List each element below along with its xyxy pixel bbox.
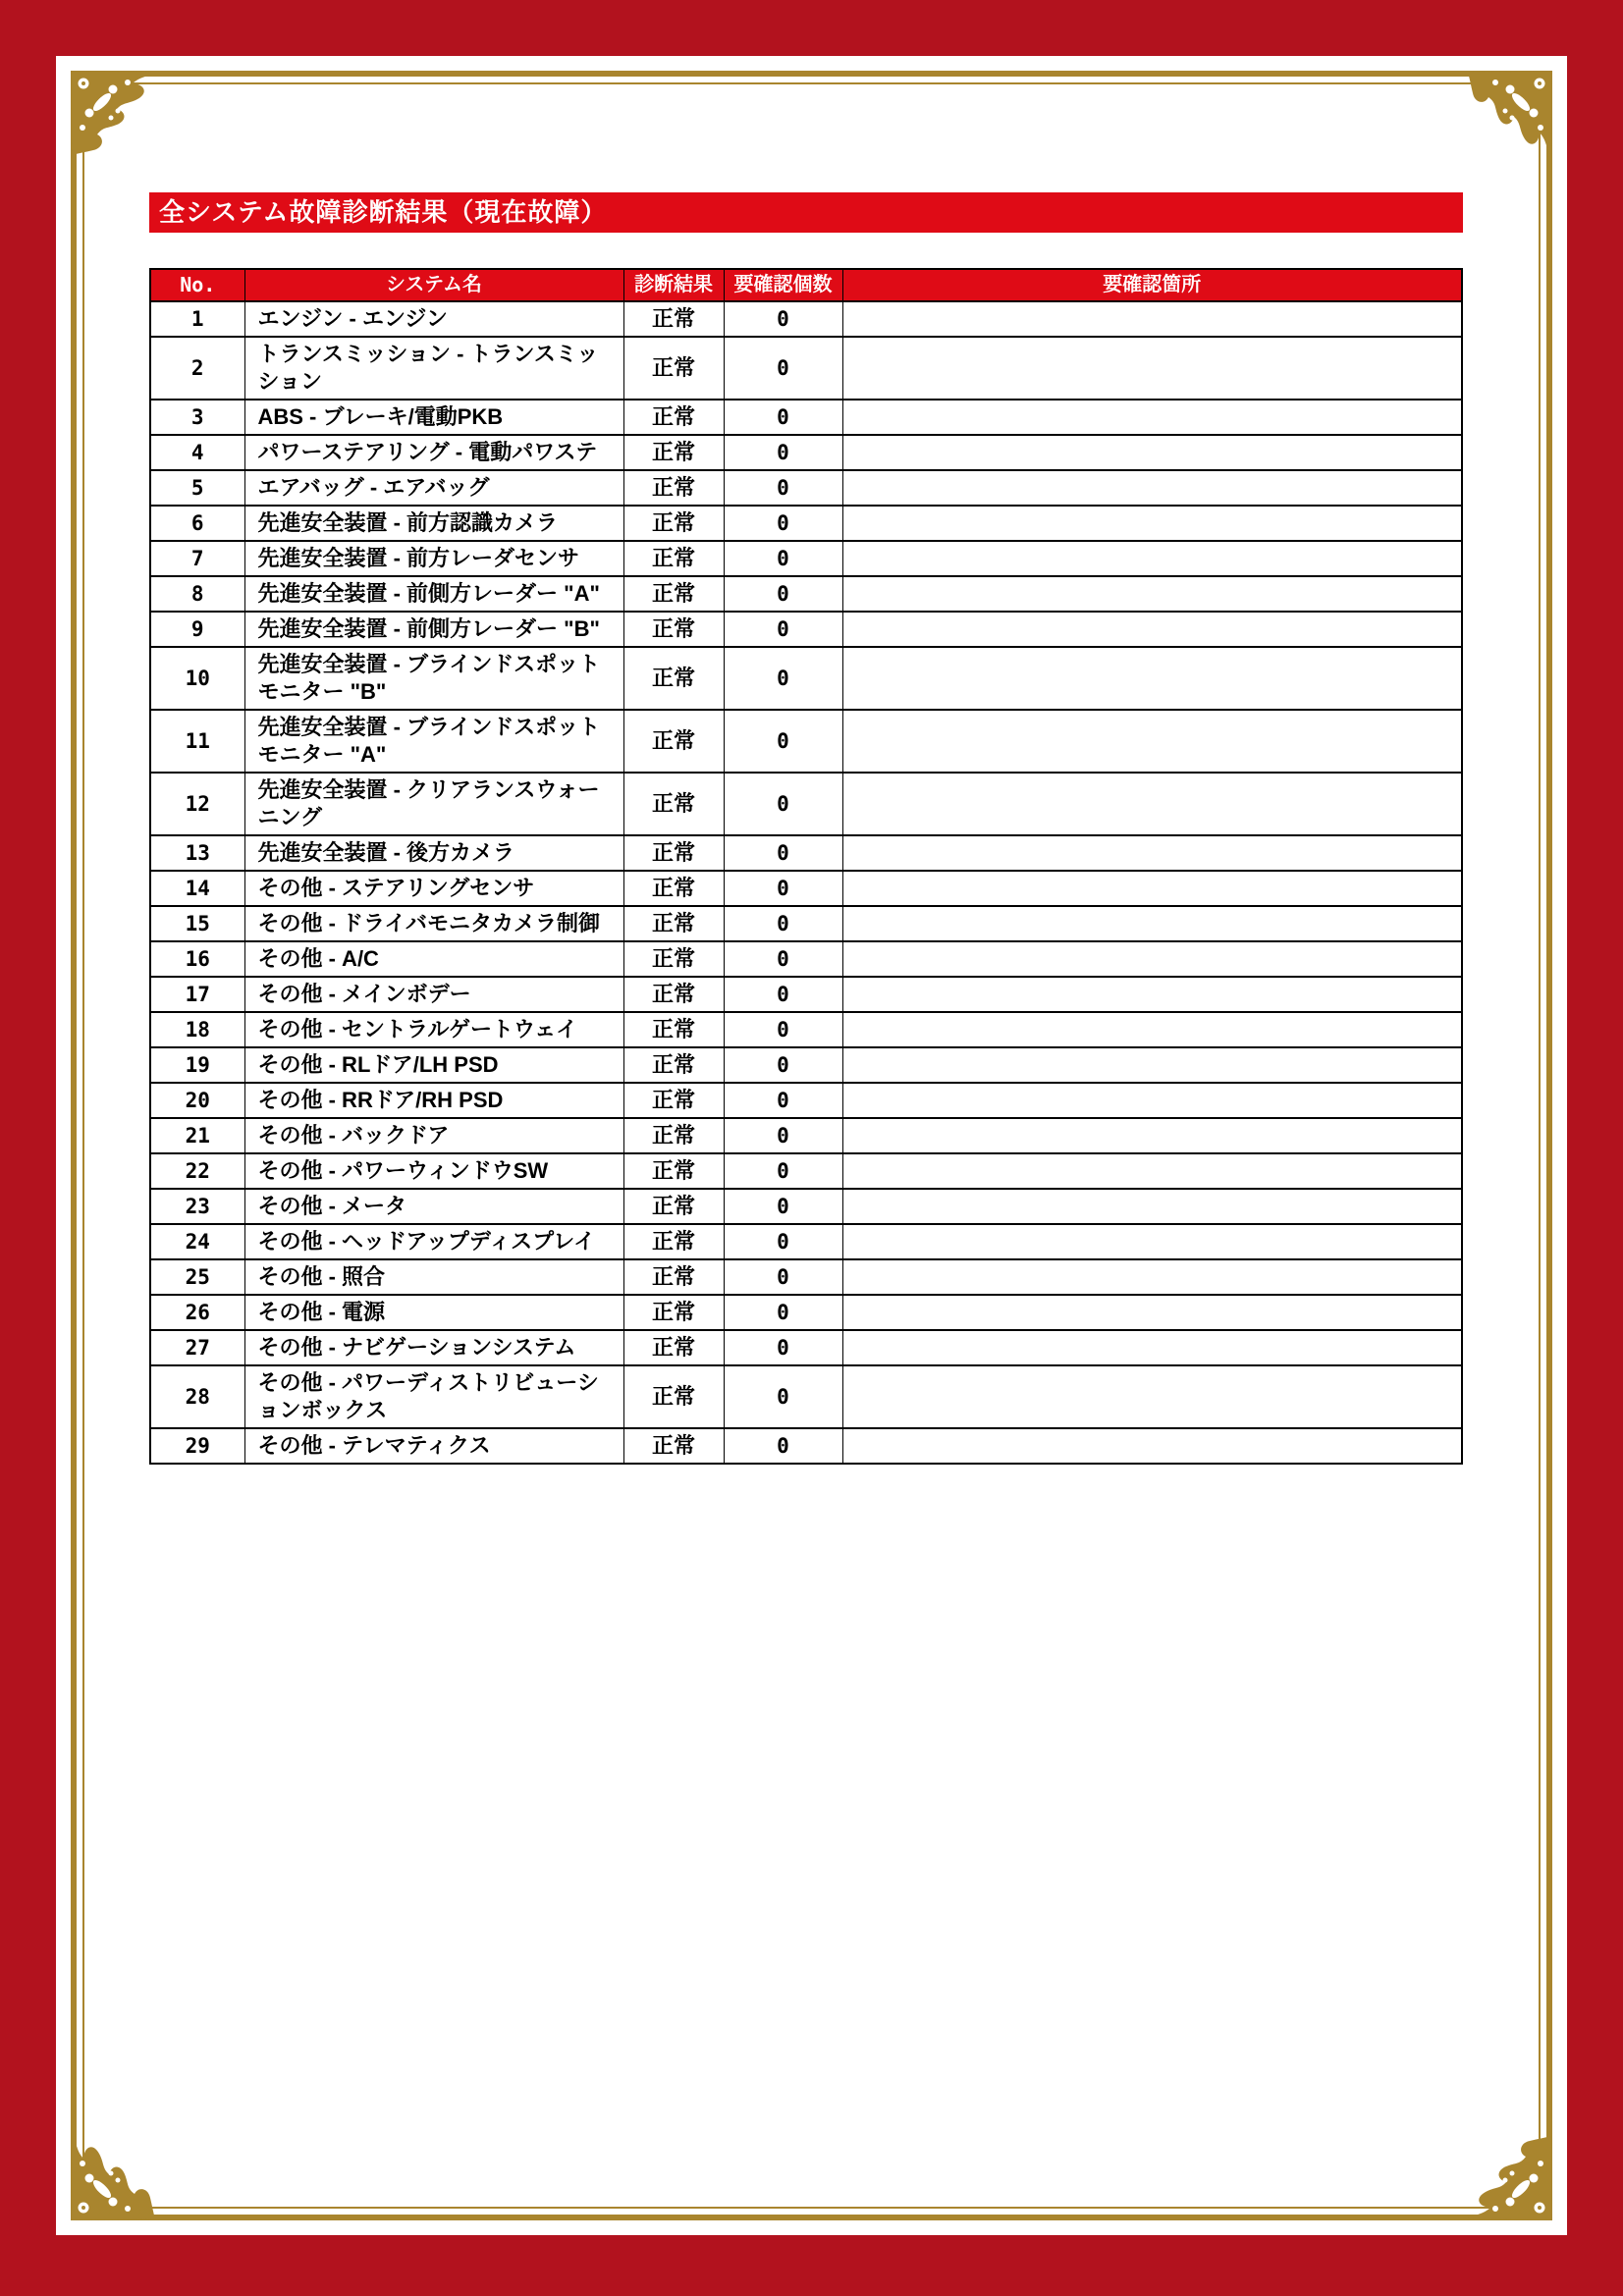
cell-name: その他 - メータ [244, 1189, 623, 1224]
cell-count: 0 [724, 337, 842, 400]
cell-count: 0 [724, 1012, 842, 1047]
cell-result: 正常 [623, 1189, 724, 1224]
cell-name: その他 - A/C [244, 941, 623, 977]
cell-no: 7 [150, 541, 244, 576]
table-row [150, 647, 1462, 710]
cell-name: その他 - 照合 [244, 1259, 623, 1295]
cell-count: 0 [724, 647, 842, 710]
cell-no: 21 [150, 1118, 244, 1153]
cell-name: トランスミッション - トランスミッション [244, 337, 623, 400]
cell-no: 19 [150, 1047, 244, 1083]
column-header-note: 要確認箇所 [842, 269, 1462, 301]
cell-note [842, 977, 1462, 1012]
cell-result: 正常 [623, 612, 724, 647]
cell-count: 0 [724, 835, 842, 871]
table-row [150, 1153, 1462, 1189]
cell-result: 正常 [623, 1330, 724, 1365]
cell-note [842, 871, 1462, 906]
cell-result: 正常 [623, 710, 724, 773]
cell-note [842, 541, 1462, 576]
cell-count: 0 [724, 400, 842, 435]
page-title-label: 全システム故障診断結果（現在故障） [159, 197, 608, 227]
cell-count: 0 [724, 1224, 842, 1259]
cell-result: 正常 [623, 1224, 724, 1259]
table-row [150, 400, 1462, 435]
cell-no: 28 [150, 1365, 244, 1428]
cell-name: パワーステアリング - 電動パワステ [244, 435, 623, 470]
cell-note [842, 1365, 1462, 1428]
table-row [150, 1047, 1462, 1083]
cell-note [842, 576, 1462, 612]
cell-name: その他 - ドライバモニタカメラ制御 [244, 906, 623, 941]
cell-note [842, 1295, 1462, 1330]
cell-result: 正常 [623, 1428, 724, 1464]
cell-result: 正常 [623, 1365, 724, 1428]
table-row [150, 612, 1462, 647]
corner-flourish-icon [1456, 2124, 1566, 2234]
table-row [150, 977, 1462, 1012]
cell-count: 0 [724, 1295, 842, 1330]
cell-no: 29 [150, 1428, 244, 1464]
table-row [150, 773, 1462, 835]
table-row [150, 710, 1462, 773]
table-row [150, 541, 1462, 576]
table-header-row [150, 269, 1462, 301]
cell-no: 18 [150, 1012, 244, 1047]
cell-name: 先進安全装置 - ブラインドスポットモニター "A" [244, 710, 623, 773]
cell-no: 27 [150, 1330, 244, 1365]
cell-no: 13 [150, 835, 244, 871]
cell-result: 正常 [623, 470, 724, 506]
cell-result: 正常 [623, 647, 724, 710]
cell-count: 0 [724, 710, 842, 773]
cell-note [842, 1330, 1462, 1365]
cell-count: 0 [724, 435, 842, 470]
cell-no: 23 [150, 1189, 244, 1224]
cell-result: 正常 [623, 871, 724, 906]
column-header-count: 要確認個数 [724, 269, 842, 301]
cell-name: その他 - RLドア/LH PSD [244, 1047, 623, 1083]
cell-result: 正常 [623, 1259, 724, 1295]
cell-note [842, 1118, 1462, 1153]
table-row [150, 1083, 1462, 1118]
cell-no: 9 [150, 612, 244, 647]
cell-note [842, 1259, 1462, 1295]
cell-name: その他 - パワーウィンドウSW [244, 1153, 623, 1189]
cell-result: 正常 [623, 941, 724, 977]
cell-result: 正常 [623, 773, 724, 835]
cell-note [842, 1012, 1462, 1047]
cell-result: 正常 [623, 400, 724, 435]
cell-no: 16 [150, 941, 244, 977]
cell-name: 先進安全装置 - ブラインドスポットモニター "B" [244, 647, 623, 710]
cell-result: 正常 [623, 906, 724, 941]
table-row [150, 1330, 1462, 1365]
cell-count: 0 [724, 612, 842, 647]
column-header-name: システム名 [244, 269, 623, 301]
cell-note [842, 941, 1462, 977]
cell-note [842, 1224, 1462, 1259]
corner-flourish-icon [57, 57, 167, 167]
cell-no: 15 [150, 906, 244, 941]
cell-note [842, 435, 1462, 470]
cell-result: 正常 [623, 1012, 724, 1047]
cell-no: 6 [150, 506, 244, 541]
table-row [150, 301, 1462, 337]
cell-no: 2 [150, 337, 244, 400]
cell-name: その他 - ステアリングセンサ [244, 871, 623, 906]
table-row [150, 337, 1462, 400]
cell-note [842, 1083, 1462, 1118]
cell-count: 0 [724, 941, 842, 977]
cell-name: その他 - バックドア [244, 1118, 623, 1153]
cell-name: その他 - テレマティクス [244, 1428, 623, 1464]
cell-count: 0 [724, 301, 842, 337]
diagnosis-table [149, 268, 1463, 1465]
cell-count: 0 [724, 1083, 842, 1118]
table-row [150, 1189, 1462, 1224]
cell-no: 3 [150, 400, 244, 435]
cell-note [842, 647, 1462, 710]
table-row [150, 941, 1462, 977]
table-row [150, 1118, 1462, 1153]
cell-result: 正常 [623, 1047, 724, 1083]
cell-count: 0 [724, 506, 842, 541]
cell-count: 0 [724, 576, 842, 612]
cell-count: 0 [724, 1153, 842, 1189]
cell-count: 0 [724, 541, 842, 576]
column-header-no: No. [150, 269, 244, 301]
corner-flourish-icon [1456, 57, 1566, 167]
table-row [150, 576, 1462, 612]
cell-name: 先進安全装置 - 前方レーダセンサ [244, 541, 623, 576]
cell-name: 先進安全装置 - 前側方レーダー "B" [244, 612, 623, 647]
cell-name: ABS - ブレーキ/電動PKB [244, 400, 623, 435]
cell-name: エアバッグ - エアバッグ [244, 470, 623, 506]
cell-result: 正常 [623, 1118, 724, 1153]
cell-result: 正常 [623, 337, 724, 400]
cell-name: 先進安全装置 - クリアランスウォーニング [244, 773, 623, 835]
table-row [150, 1295, 1462, 1330]
cell-result: 正常 [623, 506, 724, 541]
cell-no: 5 [150, 470, 244, 506]
page-title [149, 192, 1463, 233]
table-row [150, 1428, 1462, 1464]
table-row [150, 470, 1462, 506]
table-row [150, 435, 1462, 470]
table-row [150, 835, 1462, 871]
cell-no: 24 [150, 1224, 244, 1259]
cell-note [842, 1153, 1462, 1189]
cell-no: 14 [150, 871, 244, 906]
cell-no: 11 [150, 710, 244, 773]
cell-no: 26 [150, 1295, 244, 1330]
cell-count: 0 [724, 977, 842, 1012]
cell-note [842, 773, 1462, 835]
cell-count: 0 [724, 1047, 842, 1083]
cell-count: 0 [724, 1365, 842, 1428]
table-row [150, 1365, 1462, 1428]
cell-note [842, 906, 1462, 941]
cell-count: 0 [724, 906, 842, 941]
cell-count: 0 [724, 1428, 842, 1464]
cell-no: 4 [150, 435, 244, 470]
cell-note [842, 301, 1462, 337]
cell-count: 0 [724, 470, 842, 506]
table-row [150, 506, 1462, 541]
table-row [150, 906, 1462, 941]
cell-name: その他 - メインボデー [244, 977, 623, 1012]
cell-note [842, 1189, 1462, 1224]
column-header-result: 診断結果 [623, 269, 724, 301]
cell-result: 正常 [623, 977, 724, 1012]
cell-note [842, 1047, 1462, 1083]
cell-result: 正常 [623, 576, 724, 612]
cell-name: その他 - ヘッドアップディスプレイ [244, 1224, 623, 1259]
cell-result: 正常 [623, 1295, 724, 1330]
table-row [150, 1224, 1462, 1259]
cell-no: 22 [150, 1153, 244, 1189]
cell-note [842, 470, 1462, 506]
cell-name: その他 - セントラルゲートウェイ [244, 1012, 623, 1047]
cell-name: エンジン - エンジン [244, 301, 623, 337]
cell-name: その他 - ナビゲーションシステム [244, 1330, 623, 1365]
cell-name: 先進安全装置 - 前側方レーダー "A" [244, 576, 623, 612]
cell-result: 正常 [623, 1153, 724, 1189]
corner-flourish-icon [57, 2124, 167, 2234]
table-row [150, 1259, 1462, 1295]
cell-note [842, 710, 1462, 773]
cell-note [842, 835, 1462, 871]
cell-count: 0 [724, 1189, 842, 1224]
cell-name: 先進安全装置 - 前方認識カメラ [244, 506, 623, 541]
cell-name: その他 - 電源 [244, 1295, 623, 1330]
table-row [150, 871, 1462, 906]
table-row [150, 1012, 1462, 1047]
cell-no: 17 [150, 977, 244, 1012]
cell-result: 正常 [623, 835, 724, 871]
cell-result: 正常 [623, 1083, 724, 1118]
cell-name: その他 - パワーディストリビューションボックス [244, 1365, 623, 1428]
cell-count: 0 [724, 1118, 842, 1153]
cell-no: 25 [150, 1259, 244, 1295]
cell-count: 0 [724, 773, 842, 835]
cell-result: 正常 [623, 301, 724, 337]
cell-note [842, 400, 1462, 435]
diagnosis-table-container [149, 268, 1463, 1465]
cell-no: 10 [150, 647, 244, 710]
cell-result: 正常 [623, 541, 724, 576]
cell-count: 0 [724, 871, 842, 906]
cell-no: 1 [150, 301, 244, 337]
cell-no: 12 [150, 773, 244, 835]
cell-note [842, 337, 1462, 400]
cell-result: 正常 [623, 435, 724, 470]
cell-note [842, 506, 1462, 541]
cell-name: その他 - RRドア/RH PSD [244, 1083, 623, 1118]
cell-count: 0 [724, 1330, 842, 1365]
cell-no: 8 [150, 576, 244, 612]
cell-note [842, 612, 1462, 647]
cell-note [842, 1428, 1462, 1464]
cell-no: 20 [150, 1083, 244, 1118]
cell-count: 0 [724, 1259, 842, 1295]
cell-name: 先進安全装置 - 後方カメラ [244, 835, 623, 871]
